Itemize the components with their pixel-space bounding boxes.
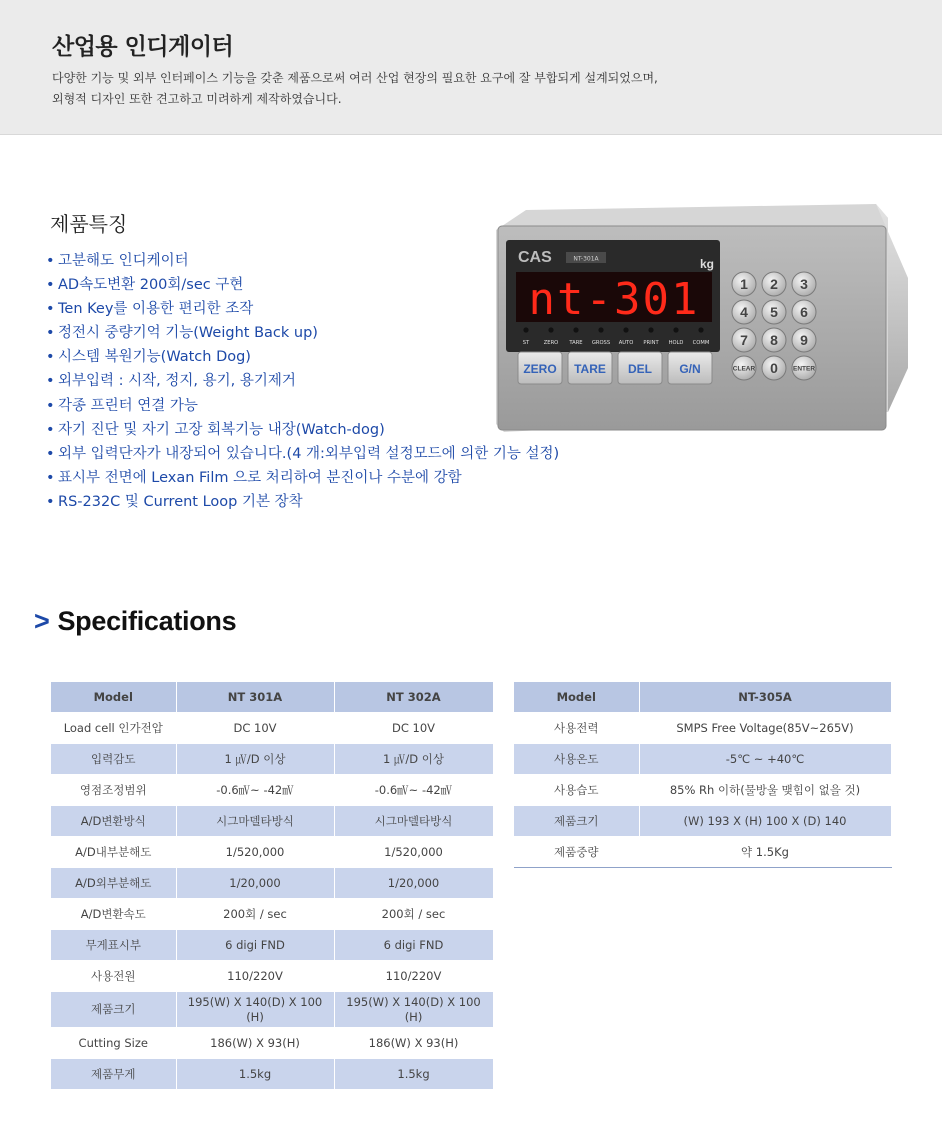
table-row <box>51 899 493 930</box>
indicator-lamp <box>548 327 553 332</box>
row-label: 제품무게 <box>51 1059 176 1090</box>
specifications-title <box>34 606 236 637</box>
table-row <box>51 806 493 837</box>
indicator-lamp <box>648 327 653 332</box>
keypad-key-label: 6 <box>800 304 808 320</box>
keypad-key[interactable] <box>792 356 816 380</box>
column-header: Model <box>51 682 176 713</box>
product-image <box>496 196 916 440</box>
features-list <box>46 250 559 515</box>
keypad-key-label: 5 <box>770 304 778 320</box>
table-row <box>51 930 493 961</box>
indicator-label: GROSS <box>591 340 611 346</box>
table-row <box>514 775 891 806</box>
table-row <box>51 868 493 899</box>
row-label: A/D내부분해도 <box>51 837 176 868</box>
description-line: 다양한 기능 및 외부 인터페이스 기능을 갖춘 제품으로써 여러 산업 현장의 필요한 요구에 잘 부합되게 설계되었으며, <box>52 71 658 85</box>
function-button[interactable] <box>518 352 562 384</box>
row-label: 사용전력 <box>514 713 639 744</box>
row-label: 사용온도 <box>514 744 639 775</box>
feature-text: 자기 진단 및 자기 고장 회복기능 내장(Watch-dog) <box>58 421 385 438</box>
keypad-key[interactable] <box>762 300 786 324</box>
spec-table-nt301a-nt302a <box>51 682 494 1090</box>
keypad-key-label: 8 <box>770 332 778 348</box>
bullet-icon: • <box>46 445 55 462</box>
display-panel <box>506 240 720 352</box>
function-button[interactable] <box>568 352 612 384</box>
feature-item <box>46 395 559 419</box>
table-header-row <box>51 682 493 713</box>
specifications-title-text: Specifications <box>57 606 237 636</box>
indicator-label: COMM <box>692 340 710 346</box>
feature-text: 고분해도 인디케이터 <box>58 253 189 269</box>
feature-text: 시스템 복원기능(Watch Dog) <box>58 349 251 366</box>
feature-item <box>46 491 559 515</box>
table-row <box>51 744 493 775</box>
table-cell: -0.6㎷~ -42㎷ <box>334 775 493 806</box>
row-label: A/D외부분해도 <box>51 868 176 899</box>
row-label: 제품크기 <box>51 992 176 1028</box>
indicator-label: HOLD <box>668 340 684 346</box>
keypad-key-label: 3 <box>800 276 808 292</box>
table-cell: SMPS Free Voltage(85V~265V) <box>639 713 891 744</box>
table-cell: 85% Rh 이하(물방울 맺힘이 없을 것) <box>639 775 891 806</box>
table-row <box>51 961 493 992</box>
table-cell: 186(W) X 93(H) <box>176 1028 334 1059</box>
indicator-lamp <box>598 327 603 332</box>
keypad-key-label: ENTER <box>792 365 816 373</box>
keypad-key[interactable] <box>762 272 786 296</box>
page-header <box>0 0 942 135</box>
indicator-label: ZERO <box>543 340 559 346</box>
feature-text: 외부입력 : 시작, 정지, 용기, 용기제거 <box>58 373 296 390</box>
feature-text: Ten Key를 이용한 편리한 조작 <box>58 301 254 318</box>
keypad-key-label: 2 <box>770 276 778 292</box>
table-row <box>51 713 493 744</box>
model-label: NT-301A <box>573 255 599 263</box>
table-header-row <box>514 682 891 713</box>
indicator-label: TARE <box>569 340 583 346</box>
indicator-label: AUTO <box>618 340 634 346</box>
keypad-key[interactable] <box>732 272 756 296</box>
bullet-icon: • <box>46 277 55 294</box>
table-cell: 1 ㎶/D 이상 <box>176 744 334 775</box>
function-button-label: G/N <box>679 362 701 376</box>
row-label: 제품크기 <box>514 806 639 837</box>
features-title: 제품특징 <box>50 212 128 236</box>
indicator-lamp <box>523 327 528 332</box>
indicator-lamp <box>623 327 628 332</box>
bullet-icon: • <box>46 253 55 269</box>
feature-item <box>46 298 559 322</box>
keypad-key[interactable] <box>732 300 756 324</box>
feature-item <box>46 467 559 491</box>
indicator-lamp <box>698 327 703 332</box>
function-button[interactable] <box>668 352 712 384</box>
row-label: A/D변환방식 <box>51 806 176 837</box>
column-header: NT 302A <box>334 682 493 713</box>
keypad-key[interactable] <box>792 300 816 324</box>
row-label: 사용전원 <box>51 961 176 992</box>
row-label: 영점조정범위 <box>51 775 176 806</box>
table-row <box>51 775 493 806</box>
bullet-icon: • <box>46 349 55 366</box>
keypad-key-label: 9 <box>800 332 808 348</box>
bullet-icon: • <box>46 421 55 438</box>
feature-item <box>46 419 559 443</box>
function-button-label: DEL <box>628 362 652 376</box>
table-cell: 1/520,000 <box>334 837 493 868</box>
row-label: Load cell 인가전압 <box>51 713 176 744</box>
feature-text: 표시부 전면에 Lexan Film 으로 처리하여 분진이나 수분에 강함 <box>58 469 462 486</box>
bullet-icon: • <box>46 469 55 486</box>
keypad-key-label: 0 <box>770 360 778 376</box>
keypad-key[interactable] <box>732 356 756 380</box>
table-cell: 186(W) X 93(H) <box>334 1028 493 1059</box>
table-cell: 시그마델타방식 <box>334 806 493 837</box>
bullet-icon: • <box>46 493 55 510</box>
column-header: Model <box>514 682 639 713</box>
feature-item <box>46 346 559 370</box>
feature-text: 정전시 중량기억 기능(Weight Back up) <box>58 325 318 342</box>
feature-text: AD속도변환 200회/sec 구현 <box>58 277 244 294</box>
page-description <box>52 68 892 110</box>
keypad-key[interactable] <box>792 272 816 296</box>
keypad-key[interactable] <box>762 328 786 352</box>
bullet-icon: • <box>46 301 55 318</box>
table-cell: 110/220V <box>176 961 334 992</box>
column-header: NT-305A <box>639 682 891 713</box>
table-cell: 195(W) X 140(D) X 100 (H) <box>334 992 493 1028</box>
keypad-key-label: 4 <box>740 304 748 320</box>
indicator-lamp <box>573 327 578 332</box>
table-cell: (W) 193 X (H) 100 X (D) 140 <box>639 806 891 837</box>
table-cell: 1/20,000 <box>334 868 493 899</box>
description-line: 외형적 디자인 또한 견고하고 미려하게 제작하였습니다. <box>52 92 342 106</box>
table-cell: 1/520,000 <box>176 837 334 868</box>
table-cell: 1 ㎶/D 이상 <box>334 744 493 775</box>
table-cell: 1.5kg <box>334 1059 493 1090</box>
row-label: 입력감도 <box>51 744 176 775</box>
feature-item <box>46 250 559 274</box>
keypad-key-label: 1 <box>740 276 748 292</box>
feature-text: RS-232C 및 Current Loop 기본 장착 <box>58 493 303 510</box>
column-header: NT 301A <box>176 682 334 713</box>
table-row <box>51 837 493 868</box>
weight-display: nt-301 <box>528 274 700 325</box>
function-button-label: ZERO <box>523 362 557 376</box>
feature-text: 각종 프린터 연결 가능 <box>58 397 198 414</box>
keypad-key-label: 7 <box>740 332 748 348</box>
keypad-key[interactable] <box>762 356 786 380</box>
feature-item <box>46 274 559 298</box>
feature-item <box>46 322 559 346</box>
keypad-key[interactable] <box>792 328 816 352</box>
row-label: A/D변환속도 <box>51 899 176 930</box>
function-button-label: TARE <box>574 362 606 376</box>
table-cell: 1.5kg <box>176 1059 334 1090</box>
feature-item <box>46 370 559 394</box>
row-label: Cutting Size <box>51 1028 176 1059</box>
table-row <box>514 806 891 837</box>
keypad-key[interactable] <box>732 328 756 352</box>
bullet-icon: • <box>46 397 55 414</box>
table-row <box>51 992 493 1028</box>
table-cell: 1/20,000 <box>176 868 334 899</box>
table-row <box>514 744 891 775</box>
spec-table-nt305a <box>514 682 892 868</box>
brand-logo: CAS <box>518 249 552 266</box>
table-row <box>514 837 891 868</box>
indicator-label: PRINT <box>643 340 659 346</box>
table-row <box>51 1059 493 1090</box>
page-title: 산업용 인디게이터 <box>52 34 234 60</box>
row-label: 사용습도 <box>514 775 639 806</box>
table-cell: 200회 / sec <box>176 899 334 930</box>
bullet-icon: • <box>46 325 55 342</box>
table-row <box>51 1028 493 1059</box>
table-cell: -5℃ ~ +40℃ <box>639 744 891 775</box>
row-label: 무게표시부 <box>51 930 176 961</box>
table-cell: 200회 / sec <box>334 899 493 930</box>
table-cell: -0.6㎷~ -42㎷ <box>176 775 334 806</box>
feature-item <box>46 443 559 467</box>
table-cell: 시그마델타방식 <box>176 806 334 837</box>
table-cell: DC 10V <box>176 713 334 744</box>
function-button[interactable] <box>618 352 662 384</box>
unit-label: kg <box>700 257 715 271</box>
row-label: 제품중량 <box>514 837 639 868</box>
table-cell: 195(W) X 140(D) X 100 (H) <box>176 992 334 1028</box>
table-row <box>514 713 891 744</box>
table-cell: 6 digi FND <box>334 930 493 961</box>
indicator-lamp <box>673 327 678 332</box>
indicator-label: ST <box>522 340 530 346</box>
table-cell: DC 10V <box>334 713 493 744</box>
bullet-icon: • <box>46 373 55 390</box>
table-cell: 6 digi FND <box>176 930 334 961</box>
feature-text: 외부 입력단자가 내장되어 있습니다.(4 개:외부입력 설정모드에 의한 기능 설정) <box>58 445 560 462</box>
keypad-key-label: CLEAR <box>732 365 756 373</box>
table-cell: 110/220V <box>334 961 493 992</box>
section-arrow-icon: > <box>34 606 50 636</box>
table-cell: 약 1.5Kg <box>639 837 891 868</box>
